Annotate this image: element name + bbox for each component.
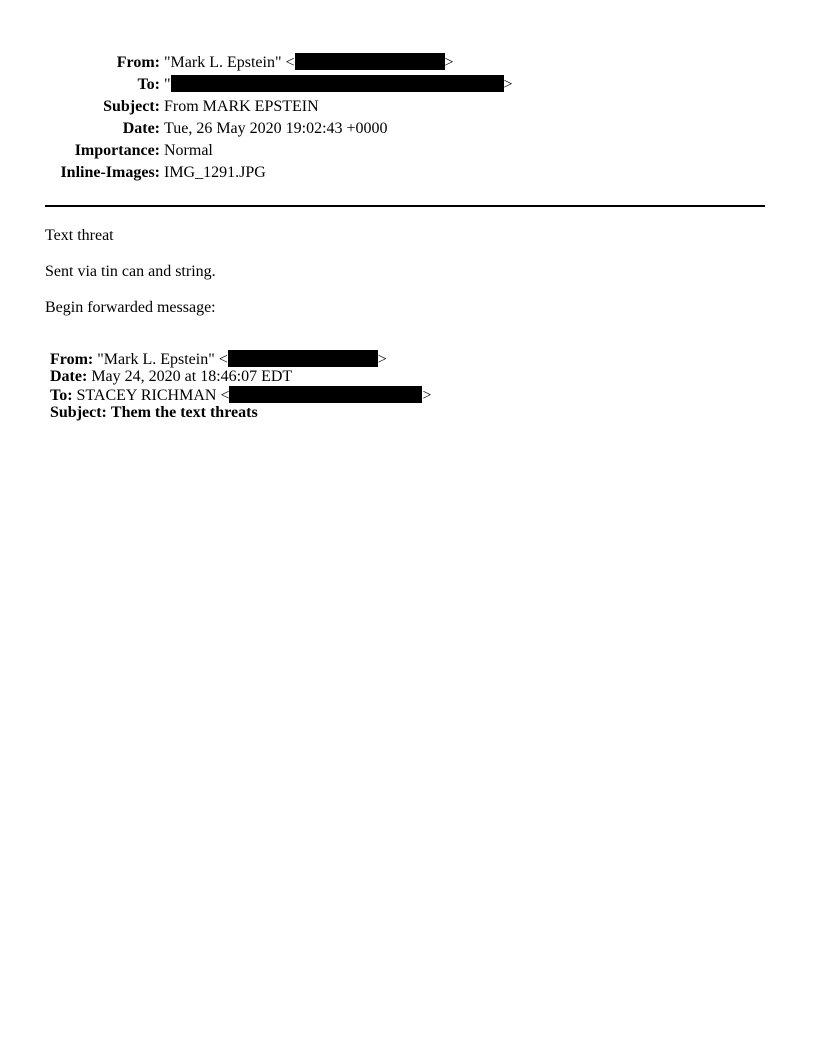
importance-label: Importance: bbox=[74, 142, 160, 159]
subject-label: Subject: bbox=[103, 98, 160, 115]
forwarded-date-value: May 24, 2020 at 18:46:07 EDT bbox=[91, 368, 293, 385]
forwarded-date-label: Date: bbox=[50, 368, 88, 385]
forwarded-from-sender-text: "Mark L. Epstein" < bbox=[97, 351, 228, 368]
inline-images-value: IMG_1291.JPG bbox=[164, 164, 266, 181]
redaction-box bbox=[171, 75, 504, 92]
forwarded-to-closing-bracket: > bbox=[422, 387, 432, 404]
header-importance-row bbox=[0, 140, 513, 162]
redaction-box bbox=[295, 53, 445, 70]
header-subject-row bbox=[0, 96, 513, 118]
forwarded-to-row bbox=[50, 386, 432, 404]
forwarded-from-label: From: bbox=[50, 351, 94, 368]
from-sender-text: "Mark L. Epstein" < bbox=[164, 54, 295, 71]
header-from-row bbox=[0, 52, 513, 74]
header-date-row bbox=[0, 118, 513, 140]
forwarded-subject-value: Them the text threats bbox=[110, 404, 258, 421]
redaction-box bbox=[228, 350, 378, 367]
date-label: Date: bbox=[122, 120, 160, 137]
to-closing-bracket: > bbox=[503, 76, 513, 93]
to-label: To: bbox=[137, 76, 160, 93]
inline-images-label: Inline-Images: bbox=[60, 164, 160, 181]
forwarded-to-label: To: bbox=[50, 387, 73, 404]
subject-value: From MARK EPSTEIN bbox=[164, 98, 319, 115]
date-value: Tue, 26 May 2020 19:02:43 +0000 bbox=[164, 120, 388, 137]
body-line-signature: Sent via tin can and string. bbox=[45, 263, 216, 280]
email-header bbox=[0, 52, 513, 184]
body-line-text-threat: Text threat bbox=[45, 227, 114, 244]
importance-value: Normal bbox=[164, 142, 213, 159]
forwarded-date-row bbox=[50, 368, 432, 386]
body-line-forward-intro: Begin forwarded message: bbox=[45, 299, 216, 316]
forwarded-subject-label: Subject: bbox=[50, 404, 107, 421]
forwarded-from-closing-bracket: > bbox=[377, 351, 387, 368]
from-closing-bracket: > bbox=[444, 54, 454, 71]
forwarded-from-row bbox=[50, 350, 432, 368]
forwarded-to-recipient-text: STACEY RICHMAN < bbox=[76, 387, 230, 404]
header-inline-images-row bbox=[0, 162, 513, 184]
header-to-row bbox=[0, 74, 513, 96]
header-divider bbox=[45, 205, 765, 207]
from-label: From: bbox=[116, 54, 160, 71]
forwarded-subject-row bbox=[50, 404, 432, 422]
forwarded-message-header bbox=[50, 350, 432, 422]
to-value bbox=[164, 74, 513, 96]
redaction-box bbox=[229, 386, 422, 403]
from-value bbox=[164, 52, 513, 74]
to-opening-quote: " bbox=[164, 76, 171, 93]
